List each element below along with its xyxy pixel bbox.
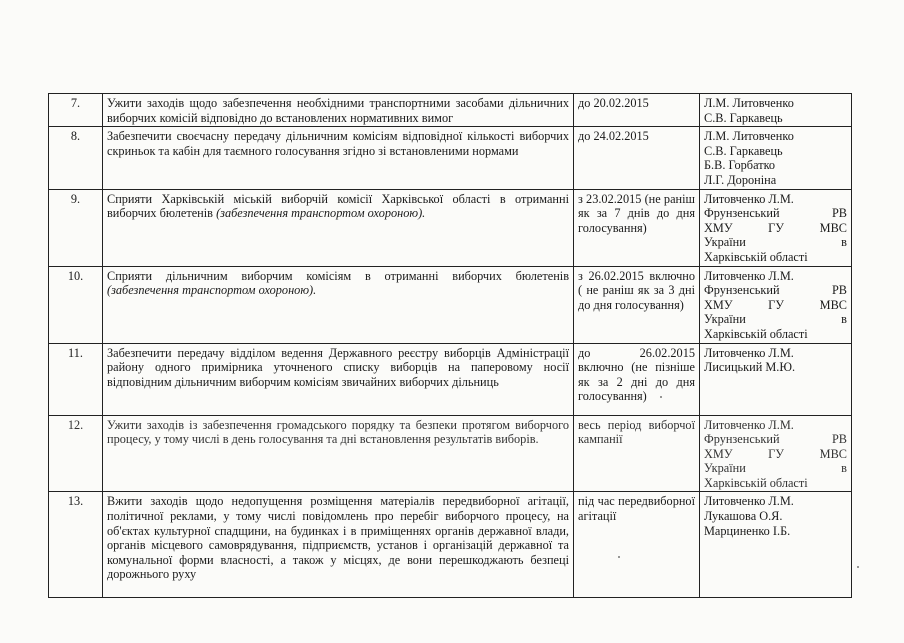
responsible-unit: ХМУ ГУ МВС xyxy=(704,220,847,235)
row-number: 10. xyxy=(49,266,103,343)
task-text: Ужити заходів щодо забезпечення необхідними транспортними засобами дільничних виборчих комісій відповідно до встановлених нормативних вимог xyxy=(103,94,574,127)
responsible-person: Л.Г. Дороніна xyxy=(704,172,777,187)
task-cell xyxy=(103,266,574,343)
responsible-person: Литовченко Л.М. xyxy=(704,268,794,283)
responsible-person: Литовченко Л.М. xyxy=(704,345,794,360)
responsible-person: Литовченко Л.М. xyxy=(704,494,794,509)
measures-table xyxy=(48,93,852,598)
table-row xyxy=(49,415,852,492)
responsible-cell xyxy=(700,343,852,415)
responsible-person: Литовченко Л.М. xyxy=(704,191,794,206)
task-text: Сприяти Харківській міській виборчій комісії Харківської області в отриманні виборчих бюлетенів xyxy=(107,191,569,221)
responsible-cell xyxy=(700,415,852,492)
responsible-person: Литовченко Л.М. xyxy=(704,417,794,432)
responsible-person: Б.В. Горбатко xyxy=(704,158,776,173)
row-number: 11. xyxy=(49,343,103,415)
scan-speck xyxy=(857,566,859,568)
responsible-cell xyxy=(700,492,852,598)
row-number: 12. xyxy=(49,415,103,492)
row-number: 7. xyxy=(49,94,103,127)
responsible-cell xyxy=(700,266,852,343)
responsible-unit: Харківській області xyxy=(704,475,808,490)
responsible-cell xyxy=(700,94,852,127)
responsible-person: Марциненко І.Б. xyxy=(704,523,791,538)
responsible-unit: України в xyxy=(704,312,847,327)
table-row xyxy=(49,492,852,598)
term-text: до 26.02.2015 включно (не пізніше як за 2 дні до дня голосування) xyxy=(574,343,700,415)
scan-speck xyxy=(618,556,620,558)
responsible-cell xyxy=(700,189,852,266)
table-row xyxy=(49,266,852,343)
table-row xyxy=(49,343,852,415)
responsible-person: Л.М. Литовченко xyxy=(704,129,794,144)
responsible-cell xyxy=(700,127,852,189)
table-row xyxy=(49,127,852,189)
term-text: під час передвиборної агітації xyxy=(574,492,700,598)
table-row xyxy=(49,94,852,127)
responsible-person: Лисицький М.Ю. xyxy=(704,360,796,375)
task-note: (забезпечення транспортом охороною). xyxy=(216,206,426,221)
responsible-unit: України в xyxy=(704,461,847,476)
term-text: з 23.02.2015 (не раніш як за 7 днів до дня голосування) xyxy=(574,189,700,266)
term-text: з 26.02.2015 включно ( не раніш як за 3 дні до дня голосування) xyxy=(574,266,700,343)
responsible-person: Лукашова О.Я. xyxy=(704,509,783,524)
row-number: 13. xyxy=(49,492,103,598)
task-text: Сприяти дільничним виборчим комісіям в отриманні виборчих бюлетенів xyxy=(107,268,569,283)
row-number: 9. xyxy=(49,189,103,266)
table-row xyxy=(49,189,852,266)
responsible-unit: Фрунзенський РВ xyxy=(704,206,847,221)
term-text: весь період виборчої кампанії xyxy=(574,415,700,492)
responsible-unit: Фрунзенський РВ xyxy=(704,283,847,298)
task-text: Вжити заходів щодо недопущення розміщення матеріалів передвиборної агітації, політичної реклами, у тому числі повідомлень про перебіг виборчого процесу, на об'єктах культурної спадщини, на будинках і в приміщеннях органів державної влади, органів місцевого самоврядування, підприємств, установ і організацій державної та комунальної форми власності, а також у місцях, де вони перешкоджають безпеці дорожнього руху xyxy=(103,492,574,598)
task-text: Забезпечити передачу відділом ведення Державного реєстру виборців Адміністрації району одного примірника уточненого списку виборців на паперовому носії відповідним дільничним виборчим комісіям звичайних виборчих дільниць xyxy=(103,343,574,415)
task-cell xyxy=(103,189,574,266)
task-note: (забезпечення транспортом охороною). xyxy=(107,283,317,298)
responsible-unit: Харківській області xyxy=(704,249,808,264)
task-text: Ужити заходів із забезпечення громадського порядку та безпеки протягом виборчого процесу, у тому числі в день голосування та дні встановлення результатів виборів. xyxy=(103,415,574,492)
responsible-unit: України в xyxy=(704,235,847,250)
responsible-unit: Фрунзенський РВ xyxy=(704,432,847,447)
responsible-unit: ХМУ ГУ МВС xyxy=(704,297,847,312)
responsible-person: С.В. Гаркавець xyxy=(704,143,783,158)
term-text: до 20.02.2015 xyxy=(574,94,700,127)
responsible-unit: ХМУ ГУ МВС xyxy=(704,446,847,461)
row-number: 8. xyxy=(49,127,103,189)
scan-speck xyxy=(660,396,662,398)
responsible-person: С.В. Гаркавець xyxy=(704,110,783,125)
term-text: до 24.02.2015 xyxy=(574,127,700,189)
task-text: Забезпечити своєчасну передачу дільничним комісіям відповідної кількості виборчих скриньок та кабін для таємного голосування згідно зі встановленими нормами xyxy=(103,127,574,189)
responsible-person: Л.М. Литовченко xyxy=(704,96,794,110)
responsible-unit: Харківській області xyxy=(704,326,808,341)
